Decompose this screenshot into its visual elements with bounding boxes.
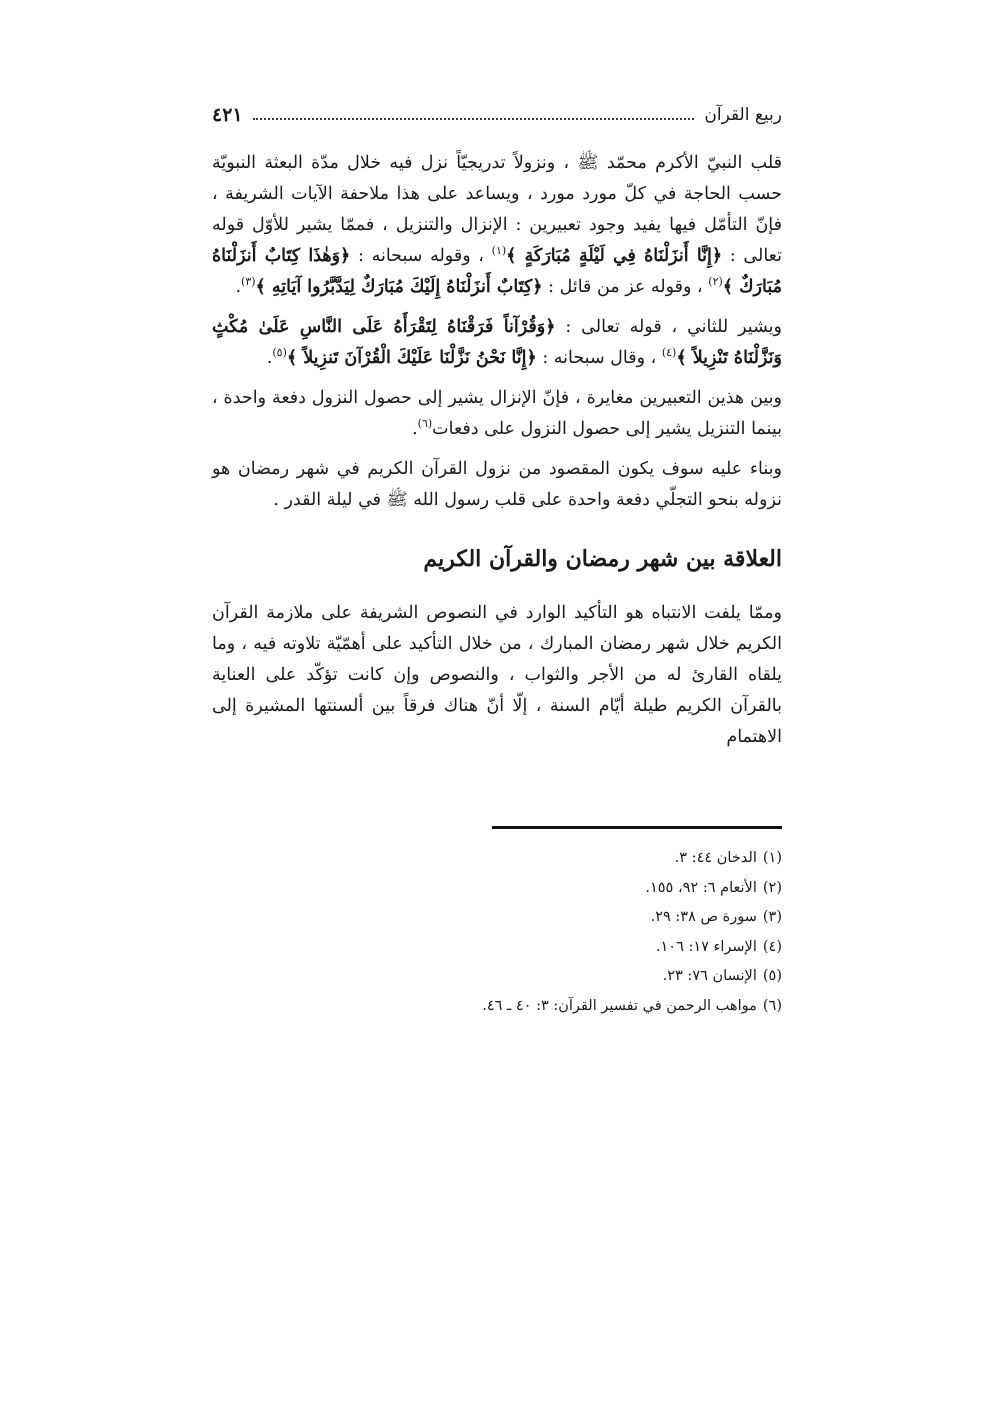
footnote-ref: (٦) — [417, 417, 433, 431]
footnotes — [212, 844, 782, 1021]
quran-verse: ﴿كِتَابٌ أَنزَلْنَاهُ إِلَيْكَ مُبَارَكٌ لِيَدَّبَّرُوا آيَاتِهِ ﴾ — [255, 277, 543, 297]
paragraph-3: وبين هذين التعبيرين مغايرة ، فإنّ الإنزال يشير إلى حصول النزول دفعة واحدة ، بينما التنزيل يشير إلى حصول النزول على دفعات$^{(٦)}$. — [212, 388, 782, 439]
section-heading: العلاقة بين شهر رمضان والقرآن الكريم — [423, 546, 782, 572]
quran-verse: ﴿وَقُرْآناً فَرَقْنَاهُ لِتَقْرَأَهُ عَلَى النَّاسِ عَلَىٰ مُكْثٍ وَنَزَّلْنَاهُ تَنْزِيلاً ﴾ — [212, 317, 782, 368]
quran-verse: ﴿إِنَّا أَنزَلْنَاهُ فِي لَيْلَةٍ مُبَارَكَةٍ ﴾ — [506, 246, 723, 266]
footnote-ref: (٣) — [241, 275, 256, 289]
footnote-ref: (٢) — [708, 275, 723, 289]
footnote-ref: (١) — [491, 244, 507, 258]
footnote: (٢)الأنعام ٦: ٩٢، ١٥٥. — [645, 879, 782, 896]
quran-verse: ﴿إِنَّا نَحْنُ نَزَّلْنَا عَلَيْكَ الْقُرْآنَ تَنزِيلاً ﴾ — [286, 348, 537, 368]
paragraph-5: وممّا يلفت الانتباه هو التأكيد الوارد في النصوص الشريفة على ملازمة القرآن الكريم خلال شهر رمضان المبارك ، من خلال التأكيد على أهمّيّة تلاوته فيه ، وما يلقاه القارئ له من الأجر والثواب ، والنصوص وإن كانت تؤكّد على العناية بالقرآن الكريم طيلة أيّام السنة ، إلّا أنّ هناك فرقاً بين ألسنتها المشيرة إلى الاهتمام — [212, 603, 782, 747]
page-number: ٤٢١ — [212, 104, 243, 126]
paragraph-4: وبناء عليه سوف يكون المقصود من نزول القرآن الكريم في شهر رمضان هو نزوله بنحو التجلّي دفعة واحدة على قلب رسول الله ﷺ في ليلة القدر . — [212, 459, 782, 510]
footnote: (٥)الإنسان ٧٦: ٢٣. — [662, 968, 782, 984]
quran-verse: ﴿وَهٰذَا كِتَابٌ أَنزَلْنَاهُ مُبَارَكٌ ﴾ — [212, 246, 782, 297]
footnote: (٣)سورة ص ٣٨: ٢٩. — [650, 909, 782, 925]
footnote-ref: (٥) — [272, 346, 287, 360]
running-header — [212, 100, 782, 130]
footnote-ref: (٤) — [661, 346, 677, 360]
footnote: (١)الدخان ٤٤: ٣. — [674, 850, 782, 866]
main-text — [212, 148, 782, 762]
paragraph-2: ويشير للثاني ، قوله تعالى : ﴿وَقُرْآناً فَرَقْنَاهُ لِتَقْرَأَهُ عَلَى النَّاسِ عَلَىٰ مُكْثٍ وَنَزَّلْنَاهُ تَنْزِيلاً ﴾$^{(٤)}$ ، وقال سبحانه : ﴿إِنَّا نَحْنُ نَزَّلْنَا عَلَيْكَ الْقُرْآنَ تَنزِيلاً ﴾$^{(٥)}$. — [212, 317, 783, 368]
paragraph-1: قلب النبيّ الأكرم محمّد ﷺ ، ونزولاً تدريجيّاً نزل فيه خلال مدّة البعثة النبويّة حسب الحاجة في كلّ مورد مورد ، ويساعد على هذا ملاحفة الآيات الشريفة ، فإنّ التأمّل فيها يفيد وجود تعبيرين : الإنزال والتنزيل ، فممّا يشير للأوّل قوله تعالى : ﴿إِنَّا أَنزَلْنَاهُ فِي لَيْلَةٍ مُبَارَكَةٍ ﴾$^{(١)}$ ، وقوله سبحانه : ﴿وَهٰذَا كِتَابٌ أَنزَلْنَاهُ مُبَارَكٌ ﴾$^{(٢)}$ ، وقوله عز من قائل : ﴿كِتَابٌ أَنزَلْنَاهُ إِلَيْكَ مُبَارَكٌ لِيَدَّبَّرُوا آيَاتِهِ ﴾$^{(٣)}$. — [212, 153, 782, 297]
header-dot-leader — [253, 118, 695, 120]
book-title: ربيع القرآن — [704, 105, 782, 125]
footnote: (٦)مواهب الرحمن في تفسير القرآن: ٣: ٤٠ ـ ٤٦. — [482, 997, 782, 1014]
footnote: (٤)الإسراء ١٧: ١٠٦. — [655, 938, 782, 955]
footnote-separator — [492, 826, 782, 829]
